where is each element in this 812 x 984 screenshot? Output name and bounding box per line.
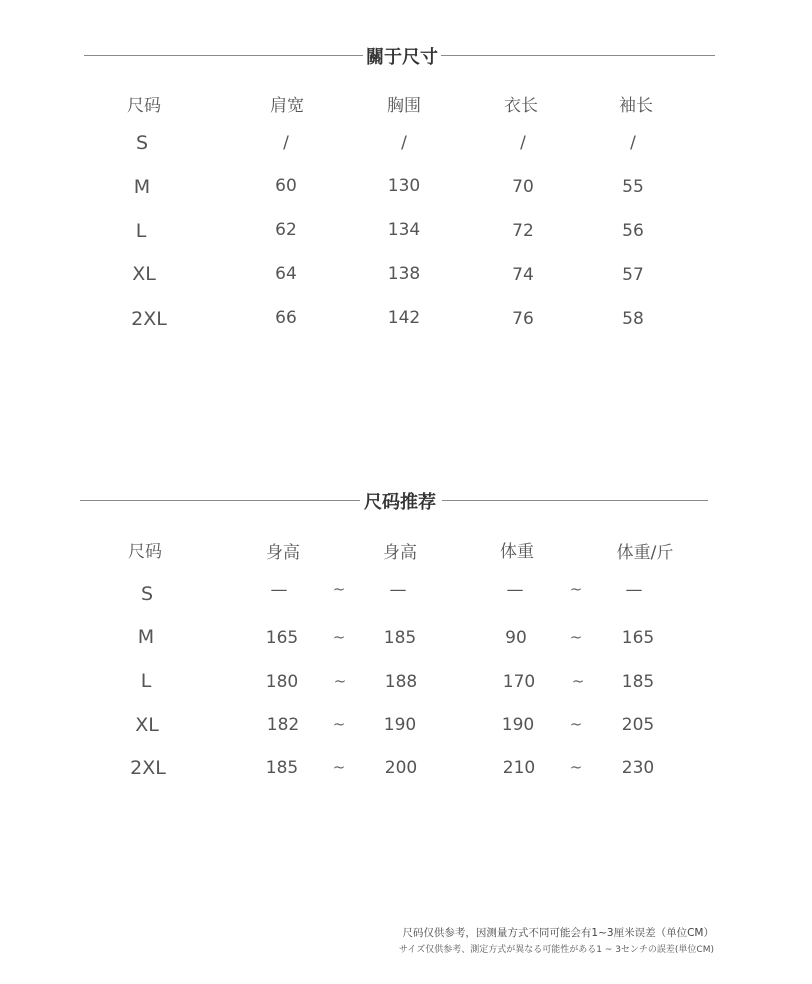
size-row-l-label: L — [135, 220, 147, 242]
size-row-l-sleeve: 56 — [622, 221, 644, 241]
size-row-m-shoulder: 60 — [275, 176, 297, 196]
size-row-2xl-chest: 142 — [387, 308, 421, 328]
size-row-2xl-sleeve: 58 — [622, 309, 644, 329]
recommend-header-height-max: 身高 — [383, 543, 417, 563]
recommend-row-s-height-tilde: ~ — [332, 580, 346, 598]
size-section-divider-left — [84, 55, 364, 56]
size-row-2xl-shoulder: 66 — [275, 308, 297, 328]
recommend-row-m-height-max: 185 — [383, 628, 417, 648]
recommend-header-height-min: 身高 — [266, 543, 300, 563]
recommend-row-xl-weight-max: 205 — [621, 715, 655, 735]
recommend-row-s-weight-tilde: ~ — [569, 580, 583, 598]
recommend-row-xl-height-min: 182 — [266, 715, 300, 735]
size-row-l-shoulder: 62 — [275, 220, 297, 240]
recommend-row-l-weight-min: 170 — [502, 672, 536, 692]
size-row-s-chest: / — [401, 133, 407, 153]
recommend-section-title: 尺码推荐 — [361, 488, 439, 514]
recommend-row-s-height-min: — — [270, 580, 288, 600]
size-row-2xl-length: 76 — [512, 309, 534, 329]
size-row-s-length: / — [520, 133, 526, 153]
recommend-row-l-weight-max: 185 — [621, 672, 655, 692]
size-row-2xl-label: 2XL — [131, 308, 167, 330]
size-row-m-sleeve: 55 — [622, 177, 644, 197]
recommend-header-weight-min: 体重 — [500, 542, 534, 562]
recommend-row-l-height-max: 188 — [384, 672, 418, 692]
recommend-row-s-label: S — [140, 583, 154, 605]
size-section-divider-right — [440, 55, 715, 56]
recommend-section-divider-left — [80, 500, 360, 501]
size-row-l-chest: 134 — [387, 220, 421, 240]
recommend-row-m-weight-tilde: ~ — [569, 628, 583, 646]
recommend-row-m-weight-min: 90 — [505, 628, 527, 648]
size-row-m-chest: 130 — [387, 176, 421, 196]
size-row-xl-label: XL — [132, 263, 156, 285]
size-row-m-length: 70 — [512, 177, 534, 197]
recommend-row-2xl-weight-tilde: ~ — [569, 758, 583, 776]
size-row-s-sleeve: / — [630, 133, 636, 153]
size-section-title: 關于尺寸 — [363, 43, 441, 69]
recommend-row-2xl-label: 2XL — [130, 757, 166, 779]
recommend-header-weight-max: 体重/斤 — [616, 543, 674, 563]
size-header-sleeve: 袖长 — [619, 96, 653, 116]
recommend-row-l-height-min: 180 — [265, 672, 299, 692]
recommend-row-xl-height-max: 190 — [383, 715, 417, 735]
recommend-row-2xl-height-max: 200 — [384, 758, 418, 778]
size-row-xl-chest: 138 — [387, 264, 421, 284]
recommend-row-xl-weight-min: 190 — [501, 715, 535, 735]
recommend-row-l-label: L — [140, 670, 152, 692]
size-row-m-label: M — [133, 176, 151, 198]
recommend-row-m-weight-max: 165 — [621, 628, 655, 648]
recommend-row-s-weight-max: — — [625, 580, 643, 600]
size-header-shoulder: 肩宽 — [270, 96, 304, 116]
recommend-row-l-height-tilde: ~ — [333, 672, 347, 690]
recommend-row-m-height-min: 165 — [265, 628, 299, 648]
recommend-row-s-weight-min: — — [506, 580, 524, 600]
size-header-size: 尺码 — [127, 96, 161, 116]
size-row-s-label: S — [135, 132, 149, 154]
size-header-chest: 胸围 — [387, 96, 421, 116]
size-row-l-length: 72 — [512, 221, 534, 241]
recommend-row-2xl-weight-max: 230 — [621, 758, 655, 778]
recommend-row-xl-weight-tilde: ~ — [569, 715, 583, 733]
recommend-row-2xl-weight-min: 210 — [502, 758, 536, 778]
recommend-row-m-height-tilde: ~ — [332, 628, 346, 646]
recommend-row-2xl-height-tilde: ~ — [332, 758, 346, 776]
size-row-xl-sleeve: 57 — [622, 265, 644, 285]
recommend-header-size: 尺码 — [128, 542, 162, 562]
recommend-row-xl-label: XL — [135, 714, 159, 736]
recommend-section-divider-right — [442, 500, 708, 501]
recommend-row-s-height-max: — — [389, 580, 407, 600]
recommend-row-xl-height-tilde: ~ — [332, 715, 346, 733]
recommend-row-m-label: M — [137, 626, 155, 648]
size-row-xl-length: 74 — [512, 265, 534, 285]
size-row-xl-shoulder: 64 — [275, 264, 297, 284]
disclaimer-note-cn: 尺码仅供参考，因测量方式不同可能会有1~3厘米误差（单位CM） — [402, 927, 714, 939]
size-row-s-shoulder: / — [283, 133, 289, 153]
size-header-length: 衣长 — [504, 96, 538, 116]
recommend-row-l-weight-tilde: ~ — [571, 672, 585, 690]
recommend-row-2xl-height-min: 185 — [265, 758, 299, 778]
disclaimer-note-jp: サイズ仅供参考、測定方式が異なる可能性がある1 ~ 3センチの誤差(単位CM) — [398, 945, 714, 955]
